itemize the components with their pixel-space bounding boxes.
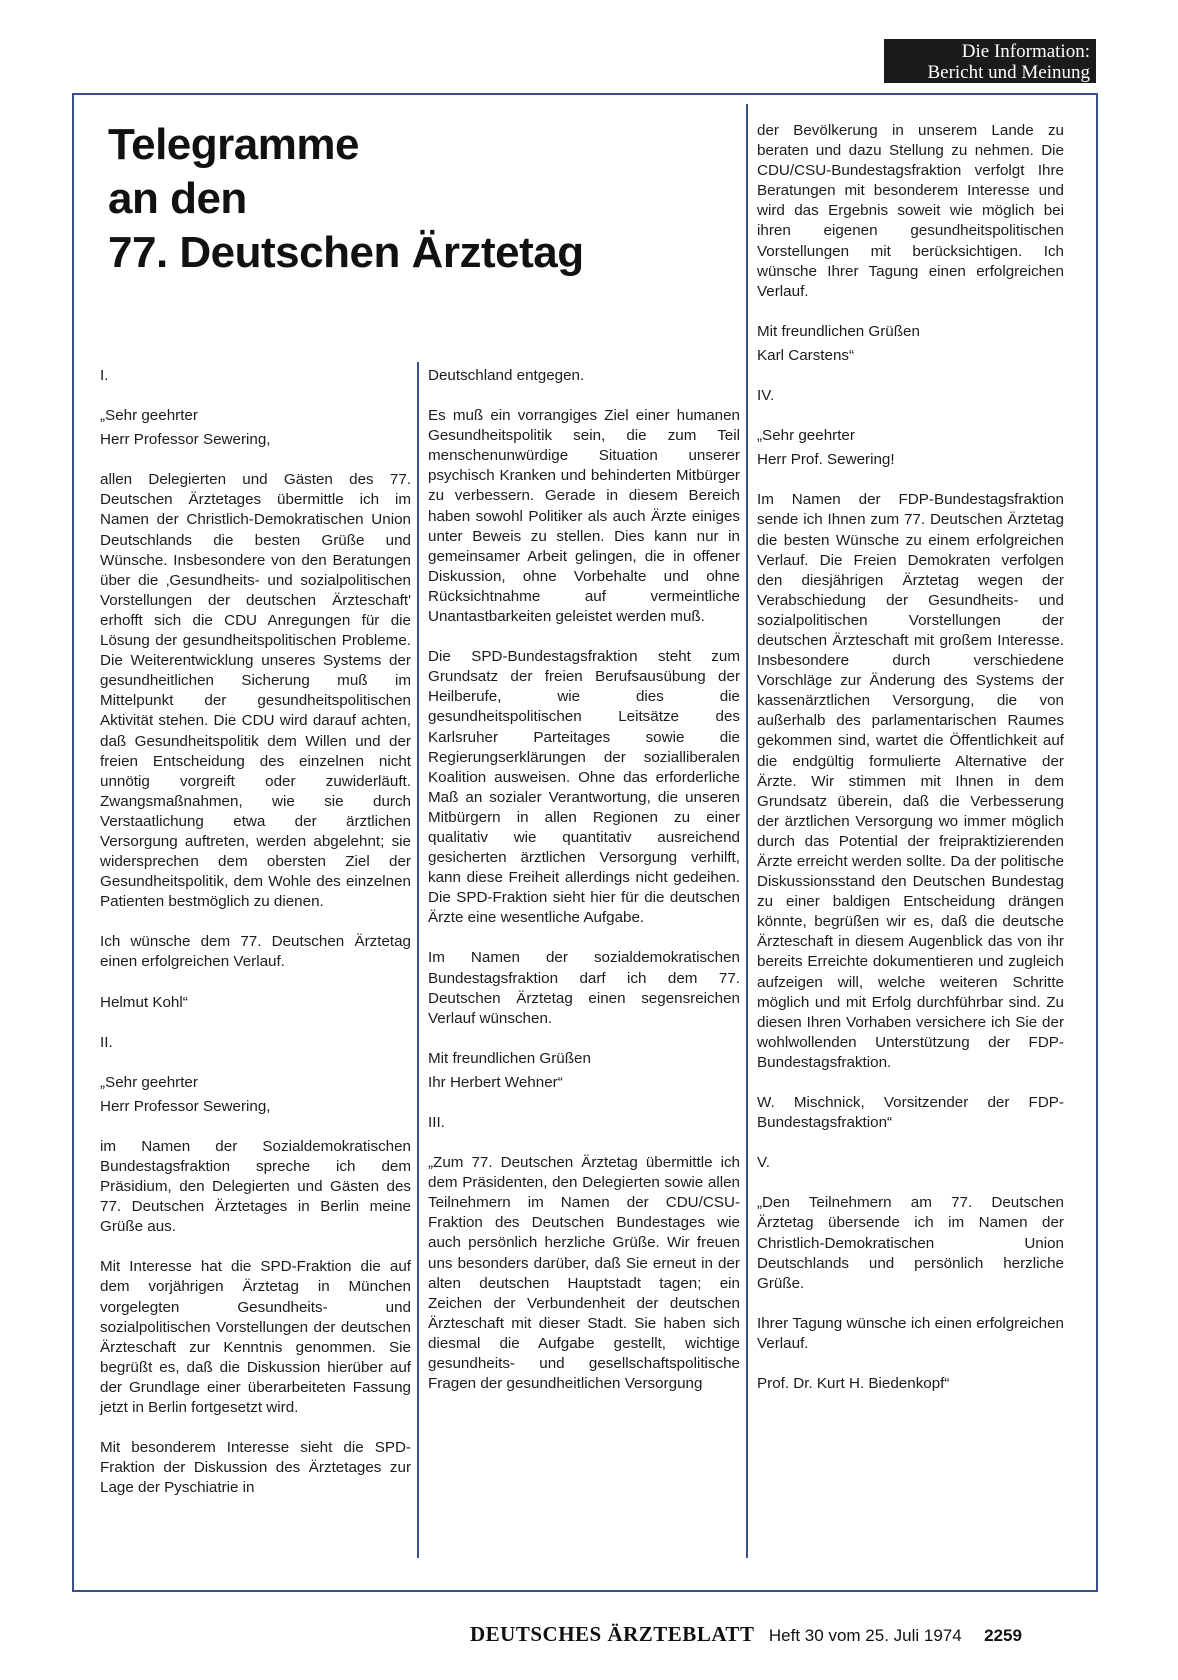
article-title — [108, 118, 584, 280]
paragraph: W. Mischnick, Vorsitzender der FDP-Bundestagsfraktion“ — [757, 1094, 1064, 1132]
paragraph: Mit freundlichen Grüßen — [428, 1049, 591, 1067]
paragraph: Herr Professor Sewering, — [100, 1097, 271, 1115]
paragraph: Mit freundlichen Grüßen — [757, 322, 920, 340]
paragraph: Ich wünsche dem 77. Deutschen Ärztetag einen erfolgreichen Verlauf. — [100, 933, 411, 971]
page-footer — [470, 1622, 1090, 1650]
paragraph: Ihrer Tagung wünsche ich einen erfolgreichen Verlauf. — [757, 1314, 1064, 1352]
title-line3: 77. Deutschen Ärztetag — [108, 228, 584, 277]
paragraph: Herr Prof. Sewering! — [757, 451, 895, 469]
paragraph: Mit besonderem Interesse sieht die SPD-Fraktion der Diskussion des Ärztetages zur Lage der Pyschiatrie in — [100, 1439, 411, 1497]
paragraph: Deutschland entgegen. — [428, 367, 585, 384]
paragraph: Die SPD-Bundestagsfraktion steht zum Grundsatz der freien Berufsausübung der Heilberufe, wie dies die gesundheitspolitischen Leitsätze des Karlsruher Parteitages sowie die Regierungserklärungen der sozialliberalen Koalition ausweisen. Ohne das erforderliche Maß an sozialer Verantwortung, die unseren Mitbürgern in allen Regionen zu einer qualitativ wie quantitativ ausreichend gesicherten ärztlichen Versorgung verhilft, kann diese Freiheit allerdings nicht gedeihen. Die SPD-Fraktion sieht hier für die deutschen Ärzte eine wesentliche Aufgabe. — [428, 648, 740, 927]
paragraph: Im Namen der sozialdemokratischen Bundestagsfraktion darf ich dem 77. Deutschen Ärztetag einen segensreichen Verlauf wünschen. — [428, 949, 740, 1027]
paragraph: Mit Interesse hat die SPD-Fraktion die auf dem vorjährigen Ärztetag in München vorgelegten Gesundheits- und sozialpolitischen Vorstellungen der deutschen Ärzteschaft zur Kenntnis genommen. Sie begrüßt es, daß die Diskussion hierüber auf der Grundlage einer überarbeiteten Fassung jetzt in Berlin fortgesetzt wird. — [100, 1258, 411, 1417]
title-line2: an den — [108, 174, 247, 223]
paragraph: im Namen der Sozialdemokratischen Bundestagsfraktion spreche ich dem Präsidium, den Delegierten und Gästen des 77. Deutschen Ärztetages in Berlin meine Grüße aus. — [100, 1137, 411, 1236]
footer-issue: Heft 30 vom 25. Juli 1974 — [768, 1626, 962, 1645]
paragraph: allen Delegierten und Gästen des 77. Deutschen Ärztetages übermittle ich im Namen der Christlich-Demokratischen Union Deutschlands die besten Grüße und Wünsche. Insbesondere von den Beratungen über die ‚Gesundheits- und sozialpolitischen Vorstellungen der deutschen Ärzteschaft' erhofft sich die CDU Anregungen für die Lösung der gesundheitspolitischen Probleme. Die Weiterentwicklung unseres Systems der gesundheitlichen Sicherung muß im Mittelpunkt der gesundheitspolitischen Aktivität stehen. Die CDU wird darauf achten, daß Gesundheitspolitik dem Willen und der freien Entscheidung des einzelnen nicht unnötig vorgreift oder zuwiderläuft. Zwangsmaßnahmen, wie sie durch Verstaatlichung etwa der ärztlichen Versorgung auftreten, werden abgelehnt; sie widersprechen dem obersten Ziel der Gesundheitspolitik, dem Wohle des einzelnen Patienten bestmöglich zu dienen. — [100, 471, 411, 911]
section-number: III. — [428, 1114, 445, 1131]
paragraph: der Bevölkerung in unserem Lande zu beraten und dazu Stellung zu nehmen. Die CDU/CSU-Bundestagsfraktion verfolgt Ihre Beratungen mit besonderem Interesse und wird das Ergebnis soweit wie möglich bei ihren eigenen gesundheitspolitischen Vorstellungen mit berücksichtigen. Ich wünsche Ihrer Tagung einen erfolgreichen Verlauf. — [757, 122, 1064, 300]
paragraph: Im Namen der FDP-Bundestagsfraktion sende ich Ihnen zum 77. Deutschen Ärztetag die besten Wünsche zu einem erfolgreichen Verlauf. Die Freien Demokraten verfolgen den diesjährigen Ärztetag wegen der Verabschiedung der Gesundheits- und sozialpolitischen Vorstellungen der deutschen Ärzteschaft mit großem Interesse. Insbesondere durch verschiedene Vorschläge zur Änderung des Systems der kassenärztlichen Versorgung, die von außerhalb des parlamentarischen Raumes gekommen sind, wartet die Öffentlichkeit auf die endgültig formulierte Alternative der Ärzte. Wir stimmen mit Ihnen in dem Grundsatz überein, daß die Verbesserung der ärztlichen Versorgung wo immer möglich durch das Potential der freipraktizierenden Ärzte erreicht werden sollte. Da der politische Diskussionsstand den Deutschen Bundestag zu einer baldigen Entscheidung drängen könnte, begrüßen wir es, daß die deutsche Ärzteschaft in diesem Augenblick das von ihr bereits Erreichte dokumentieren und zugleich aufzeigen will, welche weiteren Schritte möglich und mit Erfolg durchführbar sind. Zu diesen Ihren Vorhaben versichere ich Sie der wohlwollenden Unterstützung der FDP-Bundestagsfraktion. — [757, 491, 1064, 1071]
column-rule-left — [417, 362, 419, 1558]
paragraph: „Sehr geehrter — [100, 407, 198, 425]
text-column-1 — [100, 366, 411, 1518]
paragraph: „Zum 77. Deutschen Ärztetag übermittle ich dem Präsidenten, den Delegierten sowie allen Teilnehmern im Namen der CDU/CSU-Fraktion des Deutschen Bundestages wie auch persönlich herzliche Grüße. Wir freuen uns besonders darüber, daß Sie erneut in der alten deutschen Hauptstadt tagen; ein Zeichen der Verbundenheit der deutschen Ärzteschaft mit dieser Stadt. Sie haben sich diesmal die Aufgabe gestellt, wichtige gesundheits- und gesellschaftspolitische Fragen der gesundheitlichen Versorgung — [428, 1154, 740, 1393]
paragraph: Herr Professor Sewering, — [100, 431, 271, 449]
section-badge — [884, 39, 1096, 83]
paragraph: Prof. Dr. Kurt H. Biedenkopf“ — [757, 1374, 950, 1392]
footer-journal: DEUTSCHES ÄRZTEBLATT — [470, 1622, 755, 1646]
section-number: II. — [100, 1033, 113, 1051]
paragraph: „Sehr geehrter — [757, 427, 855, 445]
paragraph: Ihr Herbert Wehner“ — [428, 1073, 563, 1091]
footer-page-number: 2259 — [984, 1626, 1022, 1645]
section-number: I. — [100, 367, 109, 384]
text-column-3 — [757, 121, 1064, 1414]
text-column-2 — [428, 366, 740, 1414]
paragraph: Karl Carstens“ — [757, 346, 855, 364]
paragraph: „Sehr geehrter — [100, 1073, 198, 1091]
section-badge-line2: Bericht und Meinung — [927, 62, 1090, 83]
paragraph: Helmut Kohl“ — [100, 993, 188, 1011]
paragraph: „Den Teilnehmern am 77. Deutschen Ärztetag übersende ich im Namen der Christlich-Demokratischen Union Deutschlands und persönlich herzliche Grüße. — [757, 1194, 1064, 1292]
section-badge-line1: Die Information: — [961, 41, 1090, 62]
section-number: V. — [757, 1154, 770, 1172]
title-line1: Telegramme — [108, 120, 359, 169]
section-number: IV. — [757, 387, 775, 405]
column-rule-right — [746, 104, 748, 1558]
paragraph: Es muß ein vorrangiges Ziel einer humanen Gesundheitspolitik sein, die zum Teil menschenunwürdige Situation unserer psychisch Kranken und behinderten Mitbürger zu verbessern. Gerade in diesem Bereich haben sowohl Politiker als auch Ärzte einiges unter Beweis zu stellen. Dies kann nur in gemeinsamer Arbeit gelingen, die in offener Diskussion, ohne Vorbehalte und ohne Rücksichtnahme auf vermeintliche Unantastbarkeiten geleistet werden muß. — [428, 407, 740, 626]
